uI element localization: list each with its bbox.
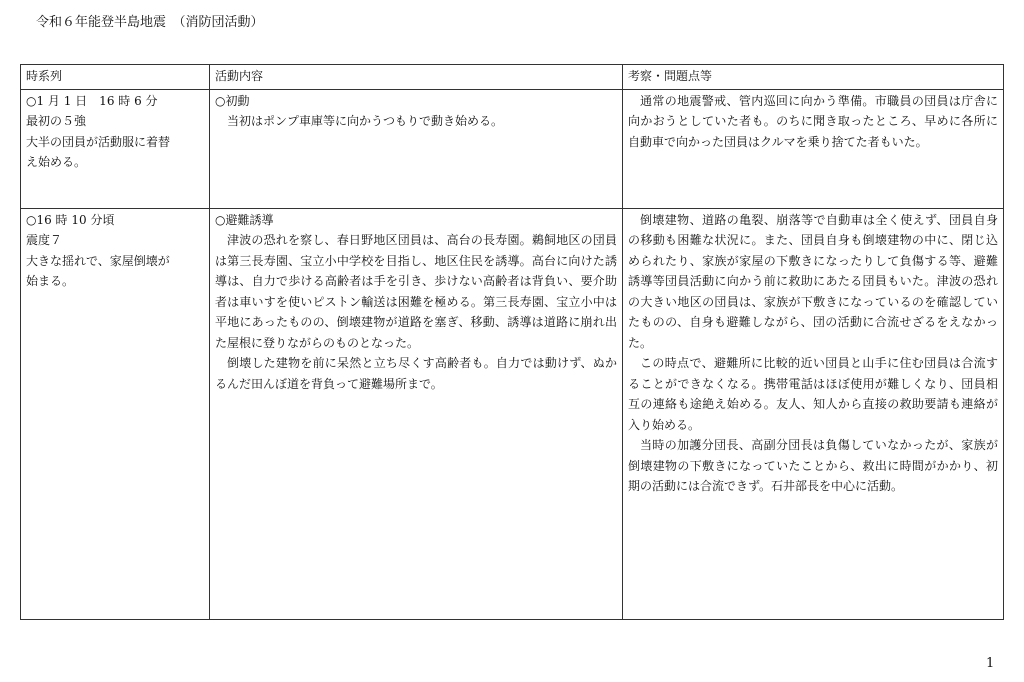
activity-cell [210, 89, 623, 208]
activity-table [20, 64, 1004, 620]
activity-paragraph: 当初はポンプ車庫等に向かうつもりで動き始める。 [227, 114, 504, 128]
timeline-line: ○1 月 1 日 16 時 6 分 [26, 93, 158, 108]
activity-cell [210, 208, 623, 619]
timeline-line: 最初の５強 [26, 114, 87, 128]
header-activity: 活動内容 [210, 65, 623, 90]
timeline-line: え始める。 [26, 155, 87, 169]
header-timeline: 時系列 [21, 65, 210, 90]
table-row [21, 89, 1004, 208]
timeline-cell [21, 89, 210, 208]
timeline-line: 震度７ [26, 233, 63, 247]
page-number: 1 [986, 656, 995, 671]
timeline-cell [21, 208, 210, 619]
timeline-line: 始まる。 [26, 274, 75, 288]
timeline-line: 大きな揺れで、家屋倒壊が [26, 253, 170, 268]
notes-paragraph: 通常の地震警戒、管内巡回に向かう準備。市職員の団員は庁舎に向かおうとしていた者も。のちに聞き取ったところ、早めに各所に自動車で向かった団員はクルマを乗り捨てた者もいた。 [628, 93, 998, 149]
header-notes: 考察・問題点等 [623, 65, 1004, 90]
notes-cell [623, 208, 1004, 619]
activity-heading: ○初動 [215, 93, 250, 108]
document-title: 令和６年能登半島地震 （消防団活動） [36, 15, 264, 30]
notes-paragraph: この時点で、避難所に比較的近い団員と山手に住む団員は合流することができなくなる。携帯電話はほぼ使用が難しくなり、団員相互の連絡も途絶え始める。友人、知人から直接の救助要請も連絡が入り始める。 [628, 356, 998, 432]
activity-paragraph: 倒壊した建物を前に呆然と立ち尽くす高齢者も。自力では動けず、ぬかるんだ田んぼ道を背負って避難場所まで。 [215, 356, 617, 391]
activity-heading: ○避難誘導 [215, 212, 274, 227]
notes-paragraph: 倒壊建物、道路の亀裂、崩落等で自動車は全く使えず、団員自身の移動も困難な状況に。また、団員自身も倒壊建物の中に、閉じ込められたり、家族が家屋の下敷きになったりして負傷する等、避難誘導等団員活動に向かう前に救助にあたる団員もいた。津波の恐れの大きい地区の団員は、家族が下敷きになっているのを確認していたものの、自身も避難しながら、団の活動に合流せざるをえなかった。 [628, 212, 998, 350]
timeline-line: 大半の団員が活動服に着替 [26, 134, 171, 149]
notes-cell [623, 89, 1004, 208]
activity-paragraph: 津波の恐れを察し、春日野地区団員は、高台の長寿園。鵜飼地区の団員は第三長寿園、宝立小中学校を目指し、地区住民を誘導。高台に向けた誘導は、自力で歩ける高齢者は手を引き、歩けない高齢者は背負い、要介助者は車いすを使いピストン輸送は困難を極める。第三長寿園、宝立小中は平地にあったものの、倒壊建物が道路を塞ぎ、移動、誘導は道路に崩れ出た屋根に登りながらのものとなった。 [215, 233, 617, 350]
timeline-line: ○16 時 10 分頃 [26, 212, 115, 227]
table-header-row [21, 65, 1004, 90]
table-row [21, 208, 1004, 619]
notes-paragraph: 当時の加護分団長、高副分団長は負傷していなかったが、家族が倒壊建物の下敷きになっていたことから、救出に時間がかかり、初期の活動には合流できず。石井部長を中心に活動。 [628, 438, 998, 493]
